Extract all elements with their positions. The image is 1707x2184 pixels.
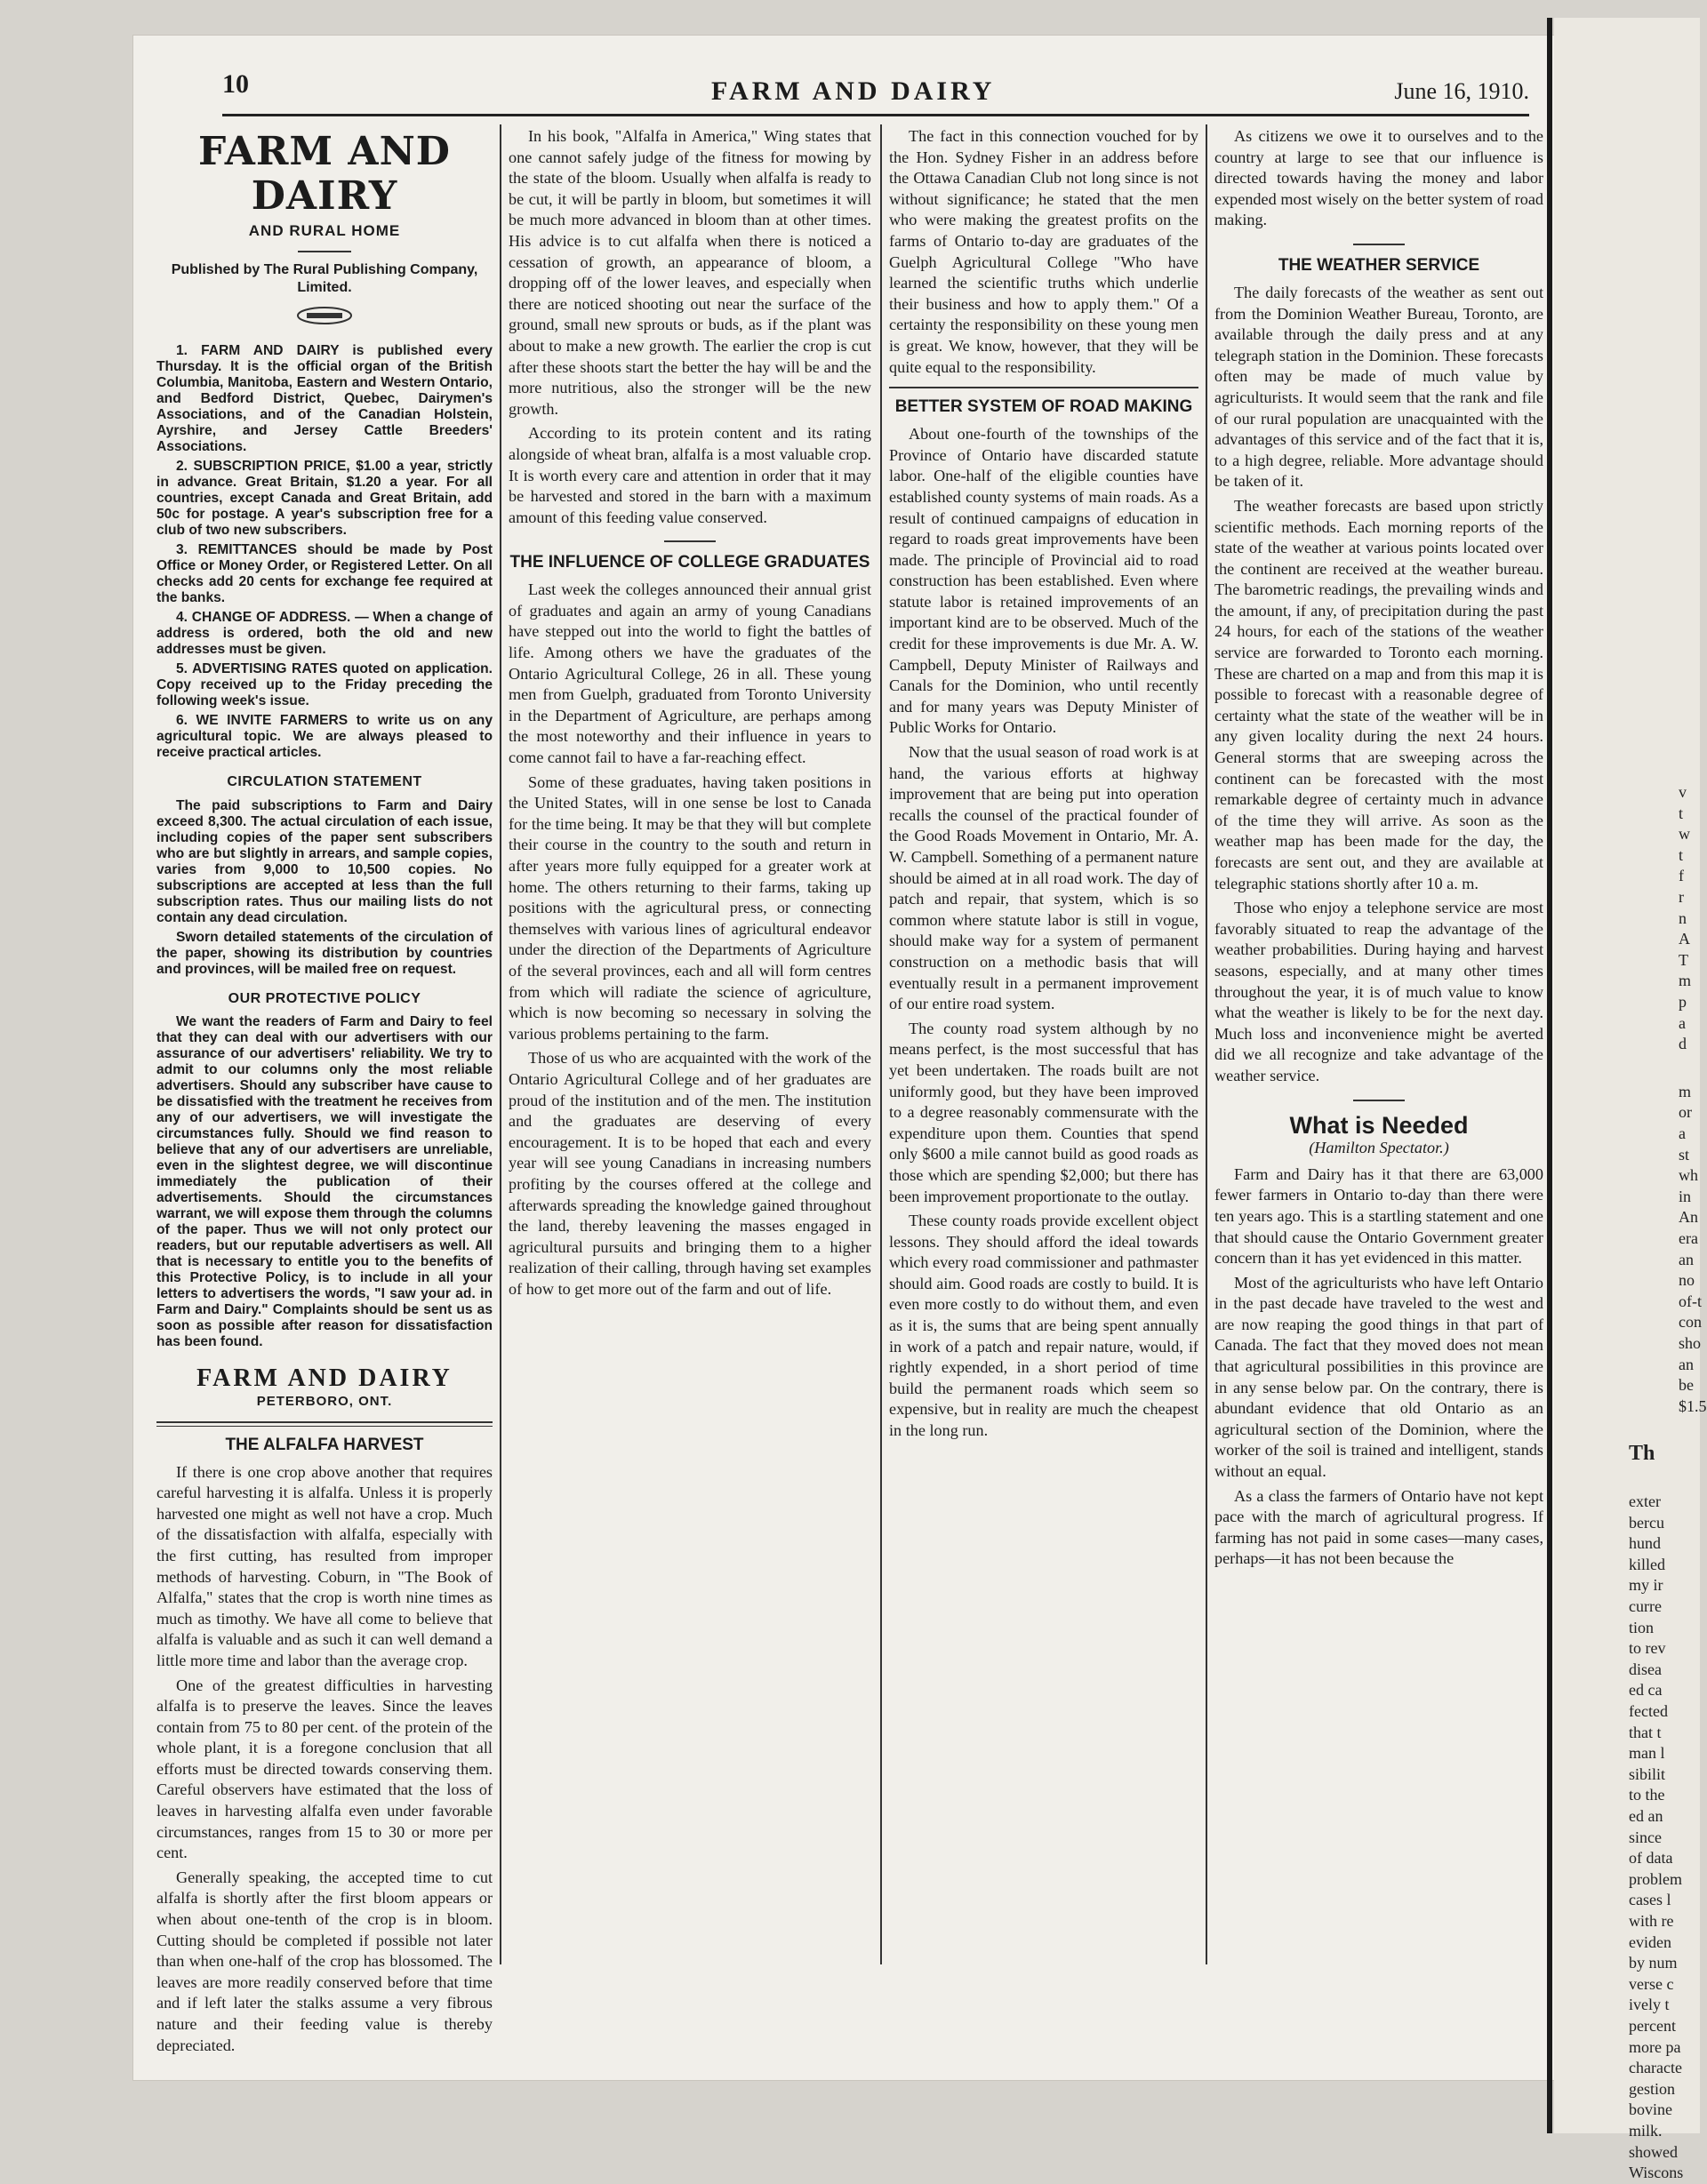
adjacent-page-fragment: an — [1679, 1355, 1694, 1373]
page-fold-edge — [1547, 18, 1552, 2133]
adjacent-page-fragment: r — [1679, 888, 1684, 906]
adjacent-page-fragment: f — [1679, 867, 1684, 885]
adjacent-page-fragment: that t — [1629, 1723, 1662, 1741]
adjacent-page-fragment: eviden — [1629, 1932, 1671, 1951]
adjacent-page-fragment: st — [1679, 1145, 1690, 1164]
column-2 — [509, 126, 871, 1975]
adjacent-page-fragment: showed — [1629, 2142, 1678, 2161]
adjacent-page-fragment: m — [1679, 1082, 1692, 1100]
adjacent-page-fragment: bovine — [1629, 2100, 1672, 2119]
adjacent-page-fragment: a — [1679, 1013, 1686, 1032]
adjacent-page-fragment: percent — [1629, 2017, 1676, 2035]
article-paragraph: According to its protein content and its rating alongside of wheat bran, alfalfa is a most valuable crop. It is worth every care and attention in order that it may be harvested and stored in the barn with a maximum amount of this feeding value conserved. — [509, 424, 871, 526]
article-heading: What is Needed — [1289, 1111, 1469, 1139]
adjacent-page-fragment: in — [1679, 1187, 1692, 1205]
article-paragraph: Last week the colleges announced their annual grist of graduates and again an army of young Canadians have stepped out into the world to fight the battles of life. Among others we have the graduates of the Ontario Agricultural College, 26 in all. These young men from Guelph, graduated from Toronto University in the Department of Agriculture, are perhaps among the most noteworthy and their influence in years to come cannot fail to have a far-reaching effect. — [509, 580, 871, 767]
article-paragraph: These county roads provide excellent object lessons. They should afford the ideal towards which every road commissioner and pathmaster should aim. Good roads are costly to build. It is even more costly to do without them, and even as it is, the sums that are being spent annually in work of a patch and repair nature, would, if rightly expended, in a short period of time build the permanent roads which seem so expensive, but in reality are much the cheapest in the long run. — [889, 1212, 1198, 1440]
article-paragraph: As citizens we owe it to ourselves and to the country at large to see that our influence is directed towards having the money and labor expended most wisely on the better system of road making. — [1214, 127, 1543, 229]
adjacent-page-fragment: Wiscons — [1629, 2164, 1684, 2182]
notice-item: 3. REMITTANCES should be made by Post Office or Money Order, or Registered Letter. On all checks add 20 cents for exchange fee required at the banks. — [156, 542, 493, 606]
adjacent-page-fragment: no — [1679, 1271, 1695, 1290]
article-paragraph: Those of us who are acquainted with the work of the Ontario Agricultural College and of her graduates are proud of the institution and of the men. The institution and the graduates are deserving of every encouragement. It is to be hoped that each and every year will see young Canadians in increasing numbers profiting by the courses offered at the college and afterwards spreading the knowledge gained throughout the land, thereby leavening the masses engaged in agricultural pursuits and bringing them to a higher realization of their calling, through having set examples of how to get more out of the farm and out of life. — [509, 1049, 871, 1298]
adjacent-page-fragment: my ir — [1629, 1576, 1663, 1595]
adjacent-page-fragment: by num — [1629, 1954, 1678, 1972]
circulation-body: The paid subscriptions to Farm and Dairy exceed 8,300. The actual circulation of each issue, including copies of the paper sent subscribers who are but slightly in arrears, and sample copies, varies from 9,000 to 10,500 copies. No subscriptions are accepted at less than the full subscription rates. Thus our mailing lists do not contain any dead circulation. — [156, 797, 493, 925]
ornament-icon — [156, 306, 493, 332]
adjacent-page-fragment: since — [1629, 1828, 1662, 1846]
running-title: FARM AND DAIRY — [711, 76, 996, 106]
footer-masthead-title: FARM AND DAIRY — [196, 1364, 453, 1393]
adjacent-page-fragment: T — [1679, 950, 1688, 969]
adjacent-page-fragment: verse c — [1629, 1974, 1674, 1993]
policy-body: We want the readers of Farm and Dairy to feel that they can deal with our advertisers with our assurance of our advertisers' reliability. We try to admit to our columns only the most reliable advertisers. Should any subscriber have cause to be dissatisfied with the treatment he receives from any of our advertisers, we will investigate the circumstances fully. Should we find reason to believe that any of our advertisers are unreliable, even in the slightest degree, we will discontinue immediately the publication of their advertisements. Should the circumstances warrant, we will expose them through the columns of the paper. Thus we will not only protect our readers, but our reputable advertisers as well. All that is necessary to entitle you to the benefits of this Protective Policy, is to include in all your letters to advertisers the words, "I saw your ad. in Farm and Dairy." Complaints should be sent us as soon as possible after reason for dissatisfaction has been found. — [156, 1014, 493, 1350]
adjacent-page-fragment: fected — [1629, 1702, 1668, 1720]
adjacent-page-fragment: A — [1679, 930, 1690, 948]
adjacent-page-fragment: be — [1679, 1376, 1694, 1395]
adjacent-page-fragment: bercu — [1629, 1513, 1664, 1532]
adjacent-page-fragment: wh — [1679, 1166, 1698, 1185]
divider — [1353, 244, 1405, 245]
masthead-subtitle: AND RURAL HOME — [248, 222, 401, 239]
article-paragraph: The fact in this connection vouched for by the Hon. Sydney Fisher in an address before the Ottawa Canadian Club not long since is not without significance; he stated that the men who were making the greatest profits on the farms of Ontario to-day are graduates of the Guelph Agricultural College "Who have learned the scientific truths which underlie their business and how to apply them." Of a certainty the responsibility on these young men is great. We know, however, that they will be quite equal to the responsibility. — [889, 127, 1198, 376]
column-rule — [500, 124, 501, 1964]
masthead-title: FARM AND DAIRY — [198, 129, 451, 219]
adjacent-page-fragment: p — [1679, 993, 1687, 1011]
issue-date: June 16, 1910. — [1394, 78, 1529, 104]
divider — [298, 251, 351, 252]
adjacent-page-fragment: milk. — [1629, 2122, 1663, 2140]
adjacent-page-fragment: or — [1679, 1103, 1692, 1122]
adjacent-page-fragment: t — [1679, 845, 1684, 864]
circulation-heading: CIRCULATION STATEMENT — [227, 774, 422, 790]
column-4 — [1214, 126, 1543, 1975]
adjacent-page-fragment: an — [1679, 1250, 1694, 1268]
adjacent-page-fragment: to rev — [1629, 1639, 1666, 1658]
column-rule — [1206, 124, 1207, 1964]
adjacent-page-fragment: v — [1679, 783, 1687, 801]
article-paragraph: Those who enjoy a telephone service are most favorably situated to reap the advantage of the weather probabilities. During haying and harvest seasons, especially, and at many other times throughout the year, it is of much value to know what the weather is likely to be for the next day. Much loss and inconvenience might be averted did we all recognize and take advantage of the weather service. — [1214, 899, 1543, 1084]
notice-item: 6. WE INVITE FARMERS to write us on any agricultural topic. We are always pleased to receive practical articles. — [156, 713, 493, 761]
article-heading: THE ALFALFA HARVEST — [225, 1435, 424, 1454]
article-heading: BETTER SYSTEM OF ROAD MAKING — [894, 397, 1193, 417]
adjacent-page-fragment: m — [1679, 972, 1692, 990]
article-paragraph: Some of these graduates, having taken positions in the United States, will in one sense be lost to Canada for the time being. It may be that they will but complete their course in the country to the south and return in after years more fully equipped for a greater work at home. The others returning to their farms, taking up positions with the agricultural press, or connecting themselves with various lines of agricultural endeavor under the direction of the Departments of Agriculture of the several provinces, each and all will form centres from which will radiate the science of agriculture, which is now becoming so necessary in solving the various problems pertaining to the farm. — [509, 772, 871, 1043]
column-3 — [889, 126, 1198, 1975]
adjacent-page-fragment: problem — [1629, 1869, 1682, 1888]
adjacent-page-fragment: of-t — [1679, 1292, 1702, 1310]
adjacent-page-fragment: hund — [1629, 1534, 1661, 1553]
article-paragraph: In his book, "Alfalfa in America," Wing states that one cannot safely judge of the fitness for mowing by the state of the bloom. Usually when alfalfa is ready to be cut, it will be partly in bloom, but sometimes it will be much more advanced in bloom than at other times. His advice is to cut alfalfa when there is noticed a cessation of growth, an appearance of bloom, a dropping off of the lower leaves, and especially when there are noticed shooting out near the surface of the ground, small new sprouts or buds, as if the plant was about to make a new growth. The earlier the crop is cut after these shoots start the better the hay will be and the more nutritious, also the stronger will be the new growth. — [509, 127, 871, 418]
adjacent-page-fragment: of data — [1629, 1849, 1673, 1868]
adjacent-page-fragment: cases l — [1629, 1891, 1671, 1909]
divider — [889, 387, 1198, 388]
adjacent-page-fragment: characte — [1629, 2059, 1682, 2077]
adjacent-page-fragment: n — [1679, 908, 1687, 927]
article-paragraph: About one-fourth of the townships of the Province of Ontario have discarded statute labor. One-half of the eligible counties have established county systems of main roads. As a result of continued campaigns of education in regard to roads great improvements have been made. The principle of Provincial aid to road construction has been established. Even where statute labor is retained improvements of an important kind are to be observed. Much of the credit for these improvements is due Mr. A. W. Campbell, Deputy Minister of Railways and Canals for the Dominion, who until recently and for many years was Deputy Minister of Public Works for Ontario. — [889, 425, 1198, 737]
article-paragraph: If there is one crop above another that requires careful harvesting it is alfalfa. Unless it is properly harvested one might as well not have a crop. Much of the dissatisfaction with alfalfa, especially with the first cutting, has resulted from improper methods of harvesting. Coburn, in "The Book of Alfalfa," states that the crop is worth nine times as much as timothy. We have all come to believe that alfalfa is valuable and as such it can well demand a little more time and labor than the average crop. — [156, 1462, 493, 1669]
divider — [1353, 1100, 1405, 1101]
notice-item: 4. CHANGE OF ADDRESS. — When a change of address is ordered, both the old and new addresses must be given. — [156, 610, 493, 658]
footer-masthead-location: PETERBORO, ONT. — [256, 1393, 393, 1409]
adjacent-page-fragment: disea — [1629, 1660, 1662, 1678]
adjacent-page-fragment: with re — [1629, 1912, 1674, 1930]
adjacent-page-fragment: man l — [1629, 1744, 1665, 1763]
adjacent-page-fragment: exter — [1629, 1492, 1661, 1510]
adjacent-page-fragment: sibilit — [1629, 1764, 1666, 1783]
adjacent-page-fragment: sho — [1679, 1334, 1702, 1352]
adjacent-page-fragment: tion — [1629, 1618, 1655, 1636]
article-paragraph: The daily forecasts of the weather as sent out from the Dominion Weather Bureau, Toronto, are available through the daily press and at any telegraph station in the Dominion. These forecasts often may be made of much value by agriculturists. It would seem that the rank and file of our rural population are unacquainted with the advantages of this service and of the fact that it is, to a high degree, reliable. More advantage should be taken of it. — [1214, 283, 1543, 491]
article-source: (Hamilton Spectator.) — [1309, 1139, 1449, 1157]
article-paragraph: The county road system although by no means perfect, is the most successful that has yet been undertaken. The roads built are not uniformly good, but they have been improved to a degree reasonably commensurate with the expenditure upon them. Counties that spend only $600 a mile cannot build as good roads as those which are spending $2,000; but there has been improvement proportionate to the outlay. — [889, 1019, 1198, 1205]
adjacent-page-fragment: a — [1679, 1124, 1686, 1142]
article-heading: THE INFLUENCE OF COLLEGE GRADUATES — [509, 553, 870, 572]
article-paragraph: Most of the agriculturists who have left Ontario in the past decade have traveled to the west and are now reaping the good things in that part of Canada. The fact that they moved does not mean that agricultural possibilities in this province are in any sense below par. On the contrary, there is abundant evidence that old Ontario as an agricultural section of the Dominion, where the worker of the soil is trained and intelligent, stands without an equal. — [1214, 1273, 1543, 1481]
circulation-body: Sworn detailed statements of the circulation of the paper, showing its distribution by countries and provinces, will be mailed free on request. — [156, 929, 493, 977]
adjacent-page — [1554, 18, 1707, 2182]
policy-heading: OUR PROTECTIVE POLICY — [228, 990, 421, 1006]
divider — [156, 1421, 493, 1427]
adjacent-page-fragment: d — [1679, 1035, 1687, 1053]
adjacent-page-fragment: killed — [1629, 1555, 1665, 1573]
notice-item: 2. SUBSCRIPTION PRICE, $1.00 a year, strictly in advance. Great Britain, $1.20 a year. For all countries, except Canada and Great Britain, add 50c for postage. A year's subscription free for a club of two new subscribers. — [156, 459, 493, 539]
column-1 — [156, 126, 493, 2054]
adjacent-page-fragment: ed an — [1629, 1807, 1663, 1825]
article-paragraph: As a class the farmers of Ontario have not kept pace with the march of agricultural progress. If farming has not paid in some cases—many cases, perhaps—it has not been because the — [1214, 1486, 1543, 1568]
adjacent-page-fragment: w — [1679, 825, 1690, 844]
article-paragraph: Farm and Dairy has it that there are 63,000 fewer farmers in Ontario to-day than there were ten years ago. This is a startling statement and one that should cause the Ontario Government greater concern than it has yet evidenced in this matter. — [1214, 1164, 1543, 1268]
adjacent-page-fragment: more pa — [1629, 2037, 1681, 2056]
article-paragraph: One of the greatest difficulties in harvesting alfalfa is to preserve the leaves. Since the leaves contain from 75 to 80 per cent. of the protein of the whole plant, it is a foregone conclusion that all efforts must be directed towards conserving them. Careful observers have estimated that the loss of leaves in harvesting alfalfa even under favorable circumstances, ranges from 15 to 30 or more per cent. — [156, 1676, 493, 1862]
publisher-line: Published by The Rural Publishing Company, Limited. — [171, 261, 478, 295]
page-number: 10 — [222, 69, 249, 99]
adjacent-page-fragment: to the — [1629, 1786, 1665, 1804]
article-paragraph: The weather forecasts are based upon strictly scientific methods. Each morning reports of the state of the weather at various points located over the continent are received at the weather bureau. The barometric readings, the prevailing winds and the amount, if any, of precipitation during the past 24 hours, for each of the stations of the weather service are forwarded to Toronto each morning. These are charted on a map and from this map it is possible to forecast with a reasonable degree of certainty what the state of the weather will be in any given locality during the next 24 hours. General storms that are sweeping across the continent can be forecasted with the most remarkable degree of certainty much in advance of the time they will arrive. As soon as the weather map has been made for the day, the forecasts are sent out, and they are available at telegraphic stations shortly after 10 a. m. — [1214, 496, 1543, 892]
adjacent-page-fragment: t — [1679, 804, 1684, 822]
article-paragraph: Generally speaking, the accepted time to cut alfalfa is shortly after the first bloom appears or when about one-tenth of the crop is in bloom. Cutting should be completed if possible not later than when one-half of the crop has blossomed. The leaves are more readily conserved before that time and if left later the stalks assume a very fibrous nature and their feeding value is thereby depreciated. — [156, 1868, 493, 2054]
adjacent-page-fragment: Th — [1629, 1442, 1655, 1466]
adjacent-page-fragment: $1.5 — [1679, 1396, 1707, 1415]
article-paragraph: Now that the usual season of road work is at hand, the various efforts at highway improvement that are being put into operation recalls the counsel of the practical founder of the Good Roads Movement in Ontario, Mr. A. W. Campbell. Something of a permanent nature should be aimed at in all road work. The day of patch and repair, that system, which is so common where statute labor is still in vogue, should make way for a system of permanent construction on a methodic basis that will eventually result in a permanent improvement of our entire road system. — [889, 743, 1198, 1013]
divider — [664, 540, 716, 542]
article-heading: THE WEATHER SERVICE — [1278, 255, 1480, 275]
adjacent-page-fragment: ed ca — [1629, 1681, 1663, 1700]
adjacent-page-fragment: An — [1679, 1208, 1698, 1227]
adjacent-page-fragment: curre — [1629, 1597, 1662, 1615]
adjacent-page-fragment: gestion — [1629, 2079, 1675, 2098]
adjacent-page-fragment: era — [1679, 1229, 1698, 1247]
notice-item: 1. FARM AND DAIRY is published every Thursday. It is the official organ of the British Columbia, Manitoba, Eastern and Western Ontario, and Bedford District, Quebec, Dairymen's Associations, and of the Canadian Holstein, Ayrshire, and Jersey Cattle Breeders' Associations. — [156, 343, 493, 455]
adjacent-page-fragment: ively t — [1629, 1996, 1670, 2014]
adjacent-page-fragment: con — [1679, 1313, 1702, 1332]
column-rule — [880, 124, 882, 1964]
notice-item: 5. ADVERTISING RATES quoted on application. Copy received up to the Friday preceding the following week's issue. — [156, 661, 493, 709]
page-header — [222, 69, 1529, 116]
